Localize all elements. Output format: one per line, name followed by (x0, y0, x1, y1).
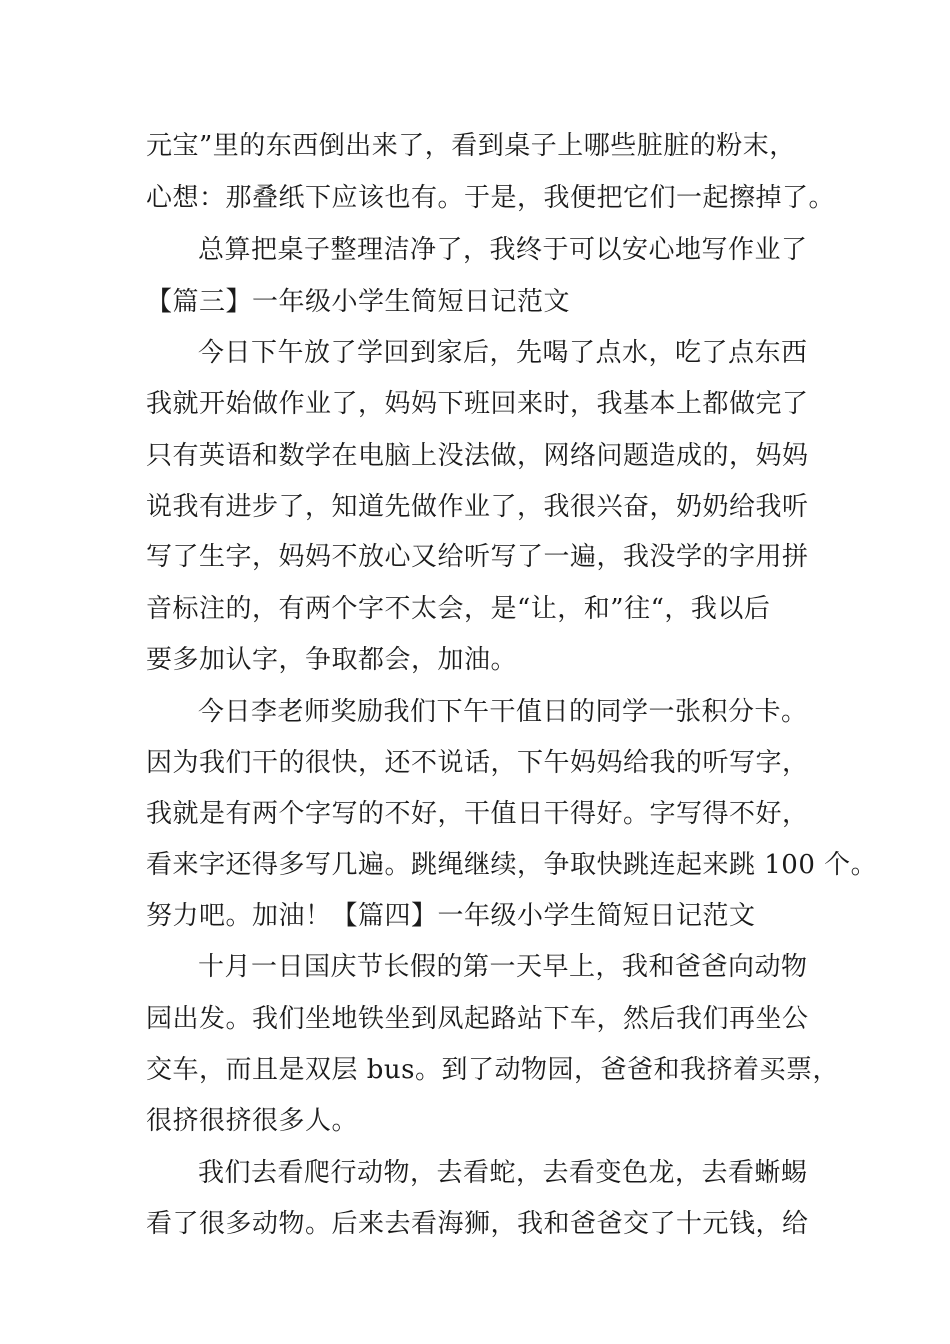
text-line: 要多加认字，争取都会，加油。 (146, 645, 518, 675)
section-heading: 【篇三】一年级小学生简短日记范文 (146, 287, 571, 317)
text-line: 看了很多动物。后来去看海狮，我和爸爸交了十元钱，给 (146, 1209, 809, 1239)
text-line: 只有英语和数学在电脑上没法做，网络问题造成的，妈妈 (146, 441, 809, 471)
text-line: 总算把桌子整理洁净了，我终于可以安心地写作业了 (198, 235, 808, 265)
text-line: 我就开始做作业了，妈妈下班回来时，我基本上都做完了 (146, 389, 809, 419)
text-line: 看来字还得多写几遍。跳绳继续，争取快跳连起来跳 100 个。 (146, 850, 878, 880)
text-line: 元宝”里的东西倒出来了，看到桌子上哪些脏脏的粉末， (146, 131, 796, 161)
section-heading: 努力吧。加油！【篇四】一年级小学生简短日记范文 (146, 901, 756, 931)
text-line: 很挤很挤很多人。 (146, 1106, 359, 1136)
text-line: 写了生字，妈妈不放心又给听写了一遍，我没学的字用拼 (146, 542, 809, 572)
text-line: 十月一日国庆节长假的第一天早上，我和爸爸向动物 (198, 952, 808, 982)
text-line: 我们去看爬行动物，去看蛇，去看变色龙，去看蜥蜴 (198, 1158, 808, 1188)
text-line: 今日下午放了学回到家后，先喝了点水，吃了点东西 (198, 338, 808, 368)
text-line: 心想：那叠纸下应该也有。于是，我便把它们一起擦掉了。 (146, 183, 836, 213)
text-line: 园出发。我们坐地铁坐到凤起路站下车，然后我们再坐公 (146, 1004, 809, 1034)
text-line: 我就是有两个字写的不好，干值日干得好。字写得不好， (146, 799, 809, 829)
text-line: 因为我们干的很快，还不说话，下午妈妈给我的听写字， (146, 748, 809, 778)
text-line: 音标注的，有两个字不太会，是“让，和”往“，我以后 (146, 594, 771, 624)
text-line: 说我有进步了，知道先做作业了，我很兴奋，奶奶给我听 (146, 492, 809, 522)
text-line: 今日李老师奖励我们下午干值日的同学一张积分卡。 (198, 697, 808, 727)
text-line: 交车，而且是双层 bus。到了动物园，爸爸和我挤着买票， (146, 1055, 839, 1085)
